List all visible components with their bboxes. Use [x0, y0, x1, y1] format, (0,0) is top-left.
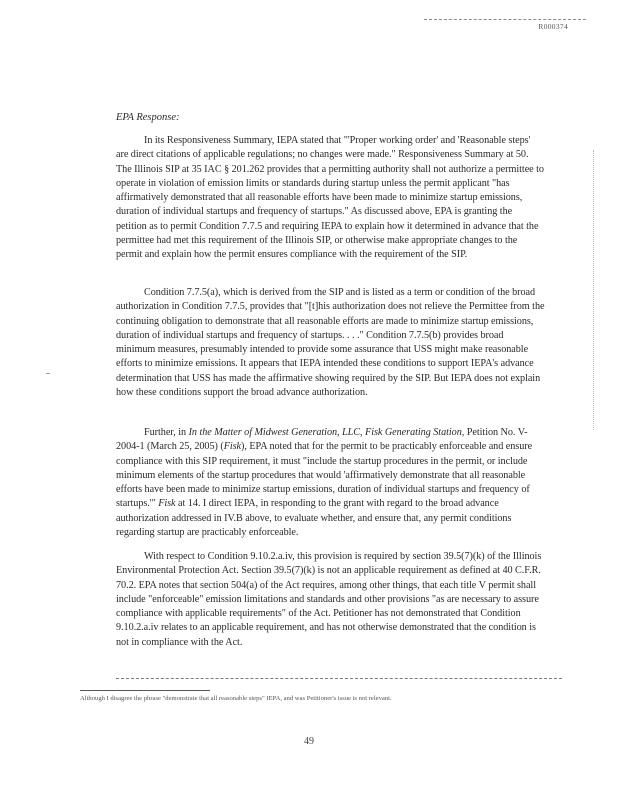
margin-scan-artifact	[593, 150, 594, 430]
paragraph-responsiveness: In its Responsiveness Summary, IEPA stated that "'Proper working order' and 'Reasonable steps' are direct citations of applicable regulations; no changes were made." Responsiveness Summary at 50. The Illinois SIP at 35 IAC § 201.262 provides that a permitting authority shall not authorize a permittee to operate in violation of emission limits or standards during startup unless the permit applicant "has affirmatively demonstrated that all reasonable efforts have been made to minimize startup emissions, duration of individual startups and frequency of startups." As discussed above, EPA is granting the petition as to permit Condition 7.7.5 and requiring IEPA to explain how it determined in advance that the permittee had met this requirement of the Illinois SIP, or otherwise make appropriate changes to the permit and explain how the permit ensures compliance with the requirement of the SIP.	[116, 135, 544, 261]
dashed-separator	[116, 678, 562, 679]
paragraph-condition-7-7-5: Condition 7.7.5(a), which is derived from the SIP and is listed as a term or condition of the broad authorization in Condition 7.7.5, provides that "[t]his authorization does not relieve the Permittee from the continuing obligation to demonstrate that all reasonable efforts are made to minimize startup emissions, duration of individual startups and frequency of startups. . . ." Condition 7.7.5(b) provides broad minimum measures, presumably intended to provide some assurance that USS might make reasonable efforts to minimize emissions. It appears that IEPA intended these conditions to support IEPA's advance determination that USS has made the affirmative showing required by the SIP. But IEPA does not explain how these conditions support the broad advance authorization.	[116, 287, 545, 399]
paragraph-fisk	[116, 426, 545, 540]
footnote: Although I disagree the phrase "demonstrate that all reasonable steps" IEPA, and was Petitioner's issue is not relevant.	[80, 695, 392, 702]
fisk-text: ), EPA noted that for the permit to be practicably enforceable and ensure compliance with this SIP requirement, it must "include the startup procedures in the permit, or include minimum elements of the startup procedures that would 'affirmatively demonstrate that all reasonable efforts have been made to minimize startup emissions, duration of individual startups and frequency of startups.'"	[116, 441, 533, 510]
section-heading: EPA Response:	[116, 112, 180, 123]
fisk-cite-short: Fisk	[158, 498, 176, 510]
fisk-lead: Further, in	[144, 427, 187, 438]
fisk-short-name: Fisk	[223, 441, 242, 453]
left-margin-mark	[46, 373, 50, 374]
fisk-case-name: In the Matter of Midwest Generation, LLC, Fisk Generating Station,	[188, 427, 465, 438]
fisk-tail: at 14. I direct IEPA, in responding to the grant with regard to the broad advance authorization addressed in IV.B above, to evaluate whether, and ensure that, any permit conditions regarding startup are practicably enforceable.	[116, 498, 512, 539]
fisk-petition: Petition No. V-2004-1 (March 25, 2005) (	[116, 427, 528, 453]
page-number: 49	[304, 736, 314, 747]
paragraph-condition-9-10-2: With respect to Condition 9.10.2.a.iv, this provision is required by section 39.5(7)(k) of the Illinois Environmental Protection Act. Section 39.5(7)(k) is not an applicable requirement as defined at 40 C.F.R. 70.2. EPA notes that section 504(a) of the Act requires, among other things, that each title V permit shall include "enforceable" emission limitations and standards and other provisions "as are necessary to assure compliance with applicable requirements" of the Act. Petitioner has not demonstrated that Condition 9.10.2.a.iv relates to an applicable requirement, and has not otherwise demonstrated that the condition is not in compliance with the Act.	[116, 551, 542, 648]
top-dashed-rule	[424, 19, 586, 20]
footnote-rule	[80, 690, 210, 691]
document-id: R000374	[538, 22, 568, 31]
